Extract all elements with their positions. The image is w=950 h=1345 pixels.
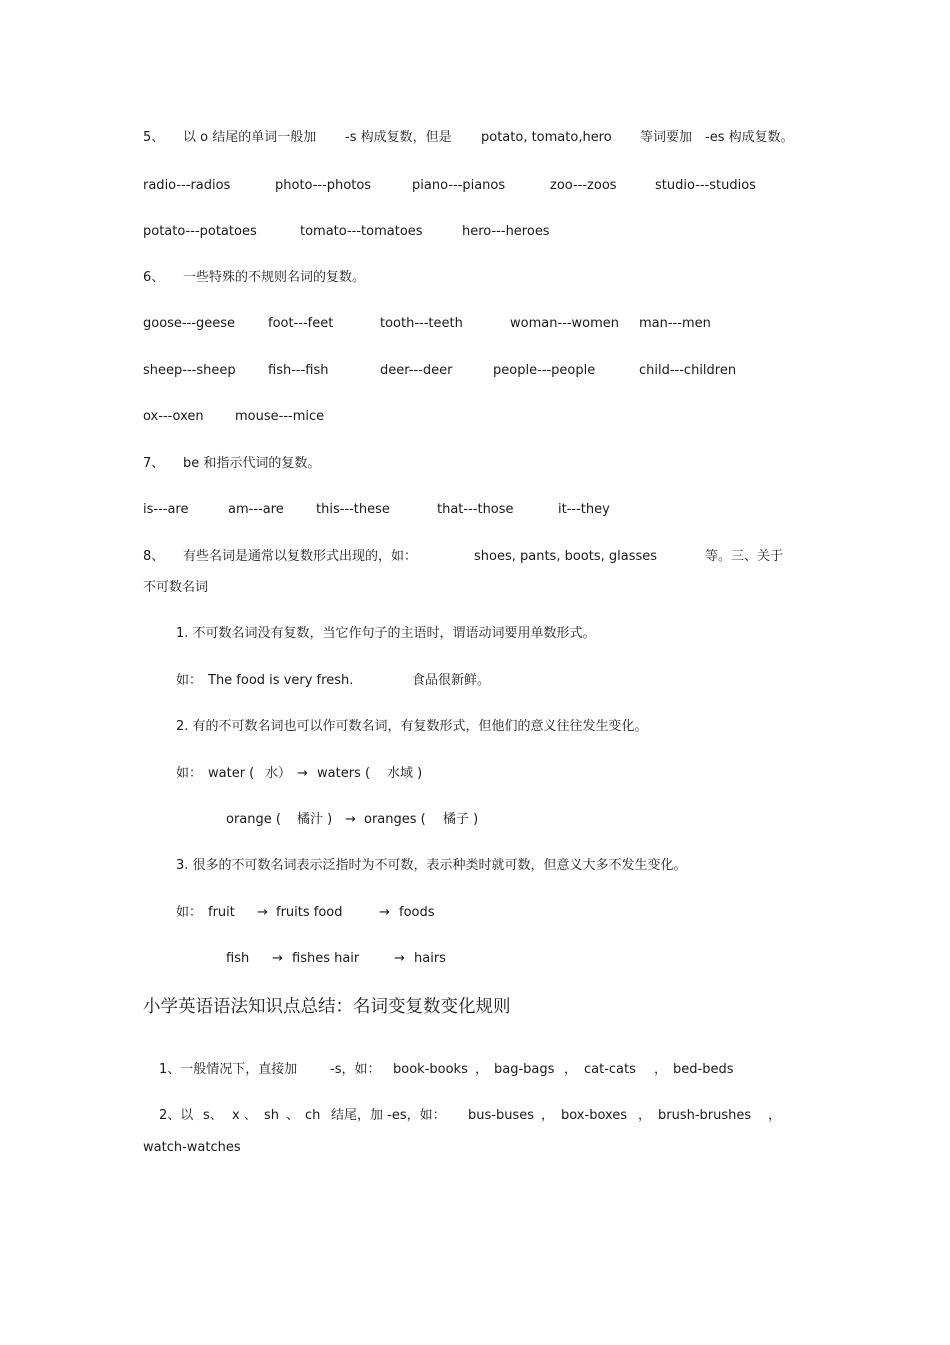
arrow-icon: → bbox=[272, 951, 283, 966]
arrow-icon: → bbox=[257, 905, 268, 920]
plural-pair: ox---oxen bbox=[143, 409, 204, 424]
plural-pair: studio---studios bbox=[655, 178, 756, 193]
example-meaning: 橘子 ) bbox=[443, 812, 479, 827]
rule-text: ch bbox=[305, 1108, 321, 1123]
example-english: The food is very fresh. bbox=[208, 673, 354, 688]
example-word: fruit bbox=[208, 905, 235, 920]
subpoint-text: 3. 很多的不可数名词表示泛指时为不可数，表示种类时就可数，但意义大多不发生变化。 bbox=[176, 858, 687, 873]
text-segment: shoes, pants, boots, glasses bbox=[474, 549, 658, 564]
example-word: bus-buses bbox=[468, 1108, 534, 1123]
plural-pair: it---they bbox=[558, 502, 610, 517]
example-word: waters ( bbox=[317, 766, 371, 781]
text-segment: 有些名词是通常以复数形式出现的，如： bbox=[183, 549, 418, 564]
example-word: water ( bbox=[208, 766, 255, 781]
item-number: 8、 bbox=[143, 549, 165, 564]
text-segment: 等。三、关于 bbox=[705, 549, 784, 564]
plural-pair: piano---pianos bbox=[412, 178, 506, 193]
example-word: fish bbox=[226, 951, 250, 966]
plural-pair: sheep---sheep bbox=[143, 363, 236, 378]
example-meaning: 水） bbox=[265, 766, 292, 781]
plural-pair: zoo---zoos bbox=[550, 178, 617, 193]
subpoint-text: 2. 有的不可数名词也可以作可数名词，有复数形式，但他们的意义往往发生变化。 bbox=[176, 719, 648, 734]
rule-text: 2、以 bbox=[159, 1108, 194, 1123]
rule-text: -s，如： bbox=[330, 1062, 381, 1077]
plural-pair: this---these bbox=[316, 502, 390, 517]
plural-pair: that---those bbox=[437, 502, 514, 517]
plural-pair: woman---women bbox=[510, 316, 620, 331]
example-word: book-books bbox=[393, 1062, 468, 1077]
rule-text: 结尾，加 -es，如： bbox=[331, 1108, 446, 1123]
arrow-icon: → bbox=[297, 766, 308, 781]
plural-pair: fish---fish bbox=[268, 363, 329, 378]
plural-pair: potato---potatoes bbox=[143, 224, 257, 239]
separator: ， bbox=[768, 1108, 782, 1123]
example-word: foods bbox=[399, 905, 435, 920]
text-segment: 一些特殊的不规则名词的复数。 bbox=[183, 270, 366, 285]
rule-text: sh bbox=[264, 1108, 280, 1123]
plural-pair: hero---heroes bbox=[462, 224, 550, 239]
example-word: bed-beds bbox=[673, 1062, 734, 1077]
example-word: brush-brushes bbox=[658, 1108, 752, 1123]
text-segment: be 和指示代词的复数。 bbox=[183, 456, 321, 471]
separator: ， bbox=[654, 1062, 668, 1077]
example-meaning: 橘汁 ) bbox=[297, 812, 333, 827]
example-label: 如： bbox=[176, 766, 203, 781]
text-segment: potato, tomato,hero bbox=[481, 130, 612, 145]
text-segment: -s 构成复数，但是 bbox=[345, 130, 452, 145]
item-number: 7、 bbox=[143, 456, 165, 471]
arrow-icon: → bbox=[394, 951, 405, 966]
plural-pair: child---children bbox=[639, 363, 737, 378]
plural-pair: tooth---teeth bbox=[380, 316, 463, 331]
example-word: orange ( bbox=[226, 812, 281, 827]
plural-pair: deer---deer bbox=[380, 363, 453, 378]
example-word: fruits food bbox=[276, 905, 343, 920]
plural-pair: goose---geese bbox=[143, 316, 236, 331]
rule-text: 1、一般情况下，直接加 bbox=[159, 1062, 298, 1077]
rule-text: x 、 bbox=[232, 1108, 257, 1123]
section-heading: 小学英语语法知识点总结：名词变复数变化规则 bbox=[143, 997, 511, 1017]
plural-pair: is---are bbox=[143, 502, 189, 517]
item-number: 5、 bbox=[143, 130, 165, 145]
text-segment: 等词要加 bbox=[640, 130, 693, 145]
example-word: cat-cats bbox=[584, 1062, 636, 1077]
plural-pair: people---people bbox=[493, 363, 596, 378]
subpoint-text: 1. 不可数名词没有复数，当它作句子的主语时，谓语动词要用单数形式。 bbox=[176, 626, 596, 641]
example-label: 如： bbox=[176, 905, 203, 920]
plural-pair: radio---radios bbox=[143, 178, 231, 193]
plural-pair: tomato---tomatoes bbox=[300, 224, 423, 239]
rule-text: 、 bbox=[286, 1108, 300, 1123]
plural-pair: am---are bbox=[228, 502, 284, 517]
separator: ， bbox=[564, 1062, 578, 1077]
example-chinese: 食品很新鲜。 bbox=[412, 673, 491, 688]
example-word: box-boxes bbox=[561, 1108, 628, 1123]
separator: ， bbox=[475, 1062, 489, 1077]
plural-pair: man---men bbox=[639, 316, 711, 331]
plural-pair: photo---photos bbox=[275, 178, 372, 193]
example-word: hairs bbox=[414, 951, 446, 966]
plural-pair: foot---feet bbox=[268, 316, 334, 331]
rule-text: s、 bbox=[203, 1108, 223, 1123]
separator: ， bbox=[638, 1108, 652, 1123]
example-word: watch-watches bbox=[143, 1140, 241, 1155]
example-label: 如： bbox=[176, 673, 203, 688]
arrow-icon: → bbox=[345, 812, 356, 827]
text-segment: 以 o 结尾的单词一般加 bbox=[183, 130, 317, 145]
text-segment: 不可数名词 bbox=[143, 580, 209, 595]
plural-pair: mouse---mice bbox=[235, 409, 325, 424]
text-segment: -es 构成复数。 bbox=[705, 130, 794, 145]
example-word: bag-bags bbox=[494, 1062, 555, 1077]
item-number: 6、 bbox=[143, 270, 165, 285]
example-meaning: 水域 ) bbox=[387, 766, 423, 781]
example-word: oranges ( bbox=[364, 812, 426, 827]
example-word: fishes hair bbox=[292, 951, 360, 966]
arrow-icon: → bbox=[379, 905, 390, 920]
separator: ， bbox=[541, 1108, 555, 1123]
